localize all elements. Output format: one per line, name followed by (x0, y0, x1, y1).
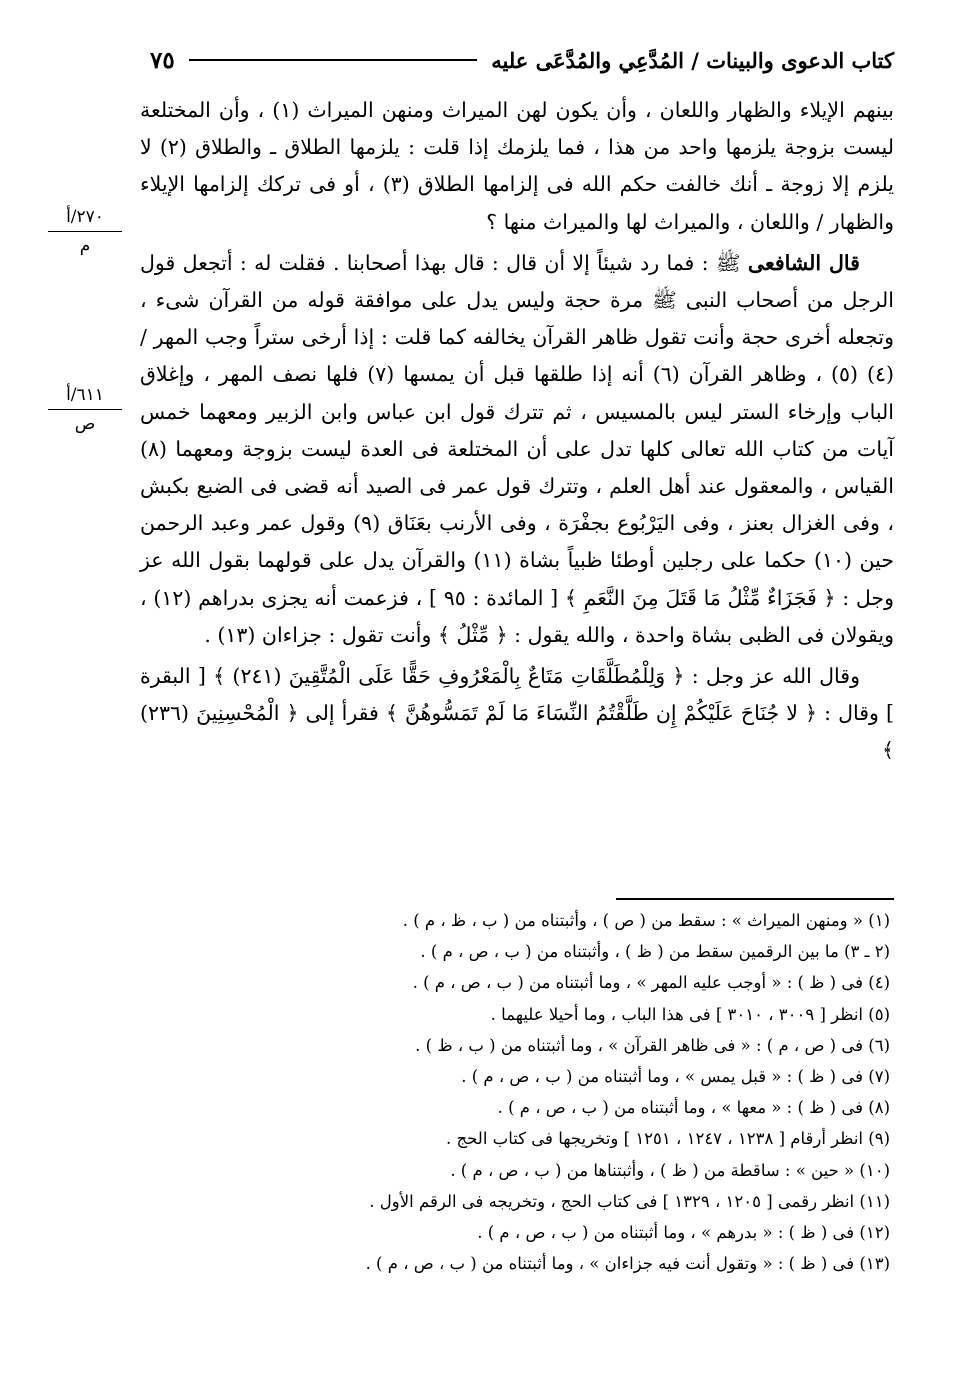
margin-note (48, 384, 122, 435)
footnotes-list (130, 905, 890, 1279)
footnote: (٨) فى ( ظ ) : « معها » ، وما أثبتناه من ( ب ، ص ، م ) . (497, 1098, 890, 1118)
footnote: (٢ ـ ٣) ما بين الرقمين سقط من ( ظ ) ، وأثبتناه من ( ب ، ص ، م ) . (420, 942, 890, 962)
footnote: (٥) انظر [ ٣٠٠٩ ، ٣٠١٠ ] فى هذا الباب ، وما أحيلا عليهما . (490, 1004, 890, 1024)
page-number: ٧٥ (150, 46, 175, 74)
paragraph (140, 245, 894, 654)
header-rule (189, 59, 478, 61)
paragraph: بينهم الإيلاء والظهار واللعان ، وأن يكون لهن الميراث ومنهن الميراث (١) ، وأن المختلعة ليست بزوجة يلزمها واحد من هذا ، فما يلزمك إذا قلت : يلزمها الطلاق ـ والطلاق (٢) لا يلزم إلا زوجة ـ أنك خالفت حكم الله فى إلزامها الطلاق (٣) ، أو فى تركك إلزامها الإيلاء والظهار / واللعان ، والميراث لها والميراث منها ؟ (140, 98, 894, 234)
main-text (140, 92, 894, 770)
margin-note-manuscript: م (79, 236, 91, 256)
footnote: (١١) انظر رقمى [ ١٢٠٥ ، ١٣٢٩ ] فى كتاب الحج ، وتخريجه فى الرقم الأول . (369, 1191, 890, 1211)
footnote-separator (616, 898, 894, 900)
speaker-label: قال الشافعى (747, 250, 860, 275)
footnote: (١٠) « حين » : ساقطة من ( ظ ) ، وأثبتناها من ( ب ، ص ، م ) . (450, 1160, 890, 1180)
footnote: (٤) فى ( ظ ) : « أوجب عليه المهر » ، وما أثبتناه من ( ب ، ص ، م ) . (412, 973, 890, 993)
footnote: (٦) فى ( ص ، م ) : « فى ظاهر القرآن » ، وما أثبتناه من ( ب ، ظ ) . (415, 1035, 890, 1055)
footnote: (٧) فى ( ظ ) : « قبل يمس » ، وما أثبتناه من ( ب ، ص ، م ) . (461, 1067, 890, 1087)
footnote: (١٣) فى ( ظ ) : « وتقول أنت فيه جزاءان » ، وما أثبتناه من ( ب ، ص ، م ) . (365, 1254, 890, 1274)
margin-note (48, 206, 122, 257)
paragraph-body: ﷺ : فما رد شيئاً إلا أن قال : قال بهذا أصحابنا . فقلت له : أتجعل قول الرجل من أصحاب النبى ﷺ مرة حجة وليس يدل على موافقة قوله من القرآن شىء ، وتجعله أخرى حجة وأنت تقول ظاهر القرآن يخالفه كما قلت : إذا أرخى ستراً وجب المهر / (٤) (٥) ، وظاهر القرآن (٦) أنه إذا طلقها قبل أن يمسها (٧) فلها نصف المهر ، وإغلاق الباب وإرخاء الستر ليس بالمسيس ، ثم تترك قول ابن عباس وابن الزبير ومعهما خمس آيات من كتاب الله تعالى كلها تدل على أن المختلعة فى العدة ليست بزوجة ومعهما (٨) القياس ، والمعقول عند أهل العلم ، وتترك قول عمر فى الصيد أنه قضى فى الضبع بكبش ، وفى الغزال بعنز ، وفى اليَرْبُوع بجفْرَة ، وفى الأرنب بعَنَاق (٩) وقول عمر وعبد الرحمن حين (١٠) حكما على رجلين أوطئا ظبياً بشاة (١١) والقرآن يدل على قولهما بقول الله عز وجل : ﴿ فَجَزَاءٌ مِّثْلُ مَا قَتَلَ مِنَ النَّعَمِ ﴾ [ المائدة : ٩٥ ] ، فزعمت أنه يجزى بدراهم (١٢) ، ويقولان فى الظبى بشاة واحدة ، والله يقول : ﴿ مِّثْلُ ﴾ وأنت تقول : جزاءان (١٣) . (140, 250, 894, 647)
margin-note-folio: ٦١١/أ (48, 384, 122, 410)
paragraph: وقال الله عز وجل : ﴿ وَلِلْمُطَلَّقَاتِ مَتَاعٌ بِالْمَعْرُوفِ حَقًّا عَلَى الْمُتَّقِينَ (٢٤١) ﴾ [ البقرة ] وقال : ﴿ لا جُنَاحَ عَلَيْكُمْ إِن طَلَّقْتُمُ النِّسَاءَ مَا لَمْ تَمَسُّوهُنَّ ﴾ فقرأ إلى ﴿ الْمُحْسِنِينَ (٢٣٦) ﴾ (140, 664, 894, 763)
header-title: كتاب الدعوى والبينات / المُدَّعِي والمُدَّعَى عليه (491, 47, 894, 73)
footnote: (١) « ومنهن الميراث » : سقط من ( ص ) ، وأثبتناه من ( ب ، ظ ، م ) . (402, 911, 890, 930)
footnote: (١٢) فى ( ظ ) : « بدرهم » ، وما أثبتناه من ( ب ، ص ، م ) . (477, 1223, 890, 1243)
margin-note-manuscript: ص (74, 414, 96, 434)
footnote: (٩) انظر أرقام [ ١٢٣٨ ، ١٢٤٧ ، ١٢٥١ ] وتخريجها فى كتاب الحج . (446, 1129, 890, 1149)
running-header (150, 42, 894, 78)
margin-note-folio: ٢٧٠/أ (48, 206, 122, 232)
